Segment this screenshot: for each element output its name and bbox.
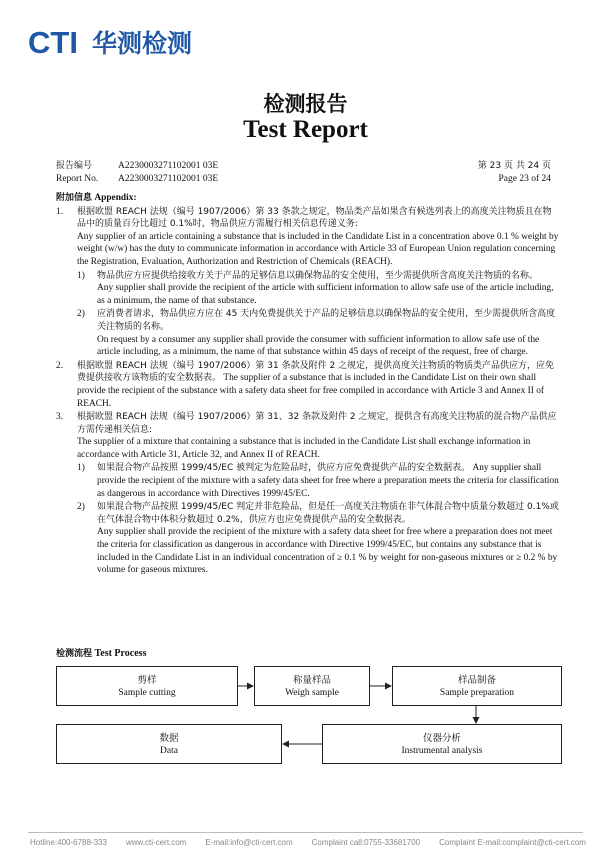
appendix-heading-en: Appendix: <box>94 193 137 203</box>
process-step-instrumental-analysis <box>322 724 562 764</box>
report-title-en: Test Report <box>243 116 368 143</box>
report-no-value-en: A2230003271102001 03E <box>118 174 219 184</box>
logo-cn: 华测检测 <box>92 29 193 58</box>
logo-latin: CTI <box>28 25 78 60</box>
item-text-combined <box>77 360 560 410</box>
test-process-heading <box>56 646 146 659</box>
process-step-sample-preparation <box>392 666 562 706</box>
test-process-heading-en: Test Process <box>94 648 147 659</box>
sub-item-text-en: Any supplier shall provide the recipient of the mixture with a safety data sheet for free where a preparation meets the criteria for classification as dangerous in accordance with Directives 1999/45/EC. <box>97 463 559 499</box>
sub-item <box>77 501 560 577</box>
step-label-en: Data <box>160 746 178 756</box>
report-no-label-cn: 报告编号 <box>56 161 93 171</box>
step-label-cn: 数据 <box>159 733 179 744</box>
footer-hotline: Hotline:400-6788-333 <box>30 838 107 847</box>
item-text-cn: 根据欧盟 REACH 法规（编号 1907/2006）第 33 条款之规定，物品类产品如果含有候选列表上的高度关注物质且在物品中的质量百分比超过 0.1%时，物品供应方需履行相关信息传递义务: <box>77 206 552 230</box>
item-text-en: Any supplier of an article containing a substance that is included in the Candidate List in a concentration above 0.1 % weight by weight (w/w) has the duty to communicate information in accordance with Article 33 of European Union regulation concerning the Registration, Evaluation, Authorization and Restriction of Chemicals (REACH). <box>77 231 559 267</box>
step-label-cn: 样品制备 <box>457 675 496 686</box>
cti-logo <box>28 22 228 62</box>
sub-item <box>77 270 560 308</box>
appendix-item <box>56 411 560 577</box>
sub-item-number: 1) <box>77 270 85 281</box>
cti-logo-graphic <box>28 22 228 62</box>
sub-item-text-en: Any supplier shall provide the recipient of the mixture with a safety data sheet for free where a preparation does not meet the criteria for classification as dangerous in accordance with Directive 1999/45/EC, but contains any substance that is included in the Candidate List in an individual concentration of ≥ 0.1 % by weight for non-gaseous mixtures or ≥ 0.2 % by volume for gaseous mixtures. <box>97 527 558 576</box>
item-text-cn: 根据欧盟 REACH 法规（编号 1907/2006）第 31、32 条款及附件 2 之规定，提供含有高度关注物质的混合物产品供应方需传递相关信息: <box>77 412 557 435</box>
item-number: 1. <box>56 206 64 217</box>
item-number: 3. <box>56 412 64 423</box>
sub-item-text-cn: 应消费者请求，物品供应方应在 45 天内免费提供关于产品的足够信息以确保物品的安全使用，至少需提供所含高度关注物质的名称。 <box>97 309 556 332</box>
footer <box>30 838 586 847</box>
sub-item-number: 2) <box>77 502 85 513</box>
sub-item-number: 1) <box>77 463 85 474</box>
sub-item <box>77 308 560 358</box>
sub-item-text-cn: 如果混合物产品按照 1999/45/EC 被判定为危险品时，供应方应免费提供产品的安全数据表。 <box>97 463 471 474</box>
item-number: 2. <box>56 360 64 371</box>
process-step-data <box>56 724 282 764</box>
step-label-en: Instrumental analysis <box>401 746 483 756</box>
process-step-weigh-sample <box>254 666 370 706</box>
report-no-value-cn: A2230003271102001 03E <box>118 161 219 171</box>
sub-item-text-en: Any supplier shall provide the recipient of the article with sufficient information to allow safe use of the article including, as a minimum, the name of that substance. <box>97 283 554 306</box>
page-number-en: Page 23 of 24 <box>498 174 551 184</box>
footer-complaint-email: Complaint E-mail:complaint@cti-cert.com <box>439 838 586 847</box>
step-label-en: Sample cutting <box>118 688 176 698</box>
step-label-cn: 仪器分析 <box>422 733 461 744</box>
item-text-en: The supplier of a mixture that containing a substance that is included in the Candidate List shall exchange information in accordance with Article 31, Article 32, and Annex II of REACH. <box>77 437 531 460</box>
report-no-label-en: Report No. <box>56 174 99 184</box>
sub-item-text-en: On request by a consumer any supplier shall provide the consumer with sufficient information to allow safe use of the article including, as a minimum, the name of that substance within 45 days of receipt of the request, free of charge. <box>97 334 540 358</box>
page-number-block <box>478 160 551 186</box>
report-number-block <box>56 160 218 186</box>
footer-website: www.cti-cert.com <box>125 838 187 847</box>
item-text-en: The supplier of a substance that is included in the Candidate List on their own shall provide the recipient of the substance with a safety data sheet for free compiled in accordance with Article 3 and Annex II of REACH. <box>77 373 545 409</box>
item-text-cn: 根据欧盟 REACH 法规（编号 1907/2006）第 31 条款及附件 2 之规定，提供高度关注物质的物质类产品供应方，应免费提供接收方该物质的安全数据表。 <box>77 360 555 384</box>
appendix-section <box>56 192 560 578</box>
sub-item-number: 2) <box>77 309 85 320</box>
sub-item-text-cn: 如果混合物产品按照 1999/45/EC 判定并非危险品，但是任一高度关注物质在非气体混合物中质量分数超过 0.1%或在气体混合物中体积分数超过 0.2%，供应方也应免费提供产品的安全数据表。 <box>97 502 559 525</box>
report-title-cn: 检测报告 <box>263 92 348 116</box>
footer-complaint-call: Complaint call:0755-33681700 <box>311 838 421 847</box>
sub-item <box>77 462 560 500</box>
step-label-en: Weigh sample <box>285 688 339 698</box>
appendix-heading-cn: 附加信息 <box>56 193 93 203</box>
step-label-cn: 称量样品 <box>292 675 331 686</box>
page-number-cn: 第 23 页 共 24 页 <box>477 161 551 171</box>
step-label-cn: 剪样 <box>137 675 157 686</box>
footer-email: E-mail:info@cti-cert.com <box>205 838 293 847</box>
appendix-item <box>56 206 560 359</box>
test-process-heading-cn: 检测流程 <box>56 649 93 659</box>
appendix-item <box>56 360 560 410</box>
process-step-sample-cutting <box>56 666 238 706</box>
sub-item-text-cn: 物品供应方应提供给接收方关于产品的足够信息以确保物品的安全使用，至少需提供所含高度关注物质的名称。 <box>97 270 539 281</box>
sub-item-text-combined <box>97 462 560 500</box>
appendix-heading <box>56 192 560 205</box>
step-label-en: Sample preparation <box>439 688 515 698</box>
footer-divider <box>28 832 583 833</box>
